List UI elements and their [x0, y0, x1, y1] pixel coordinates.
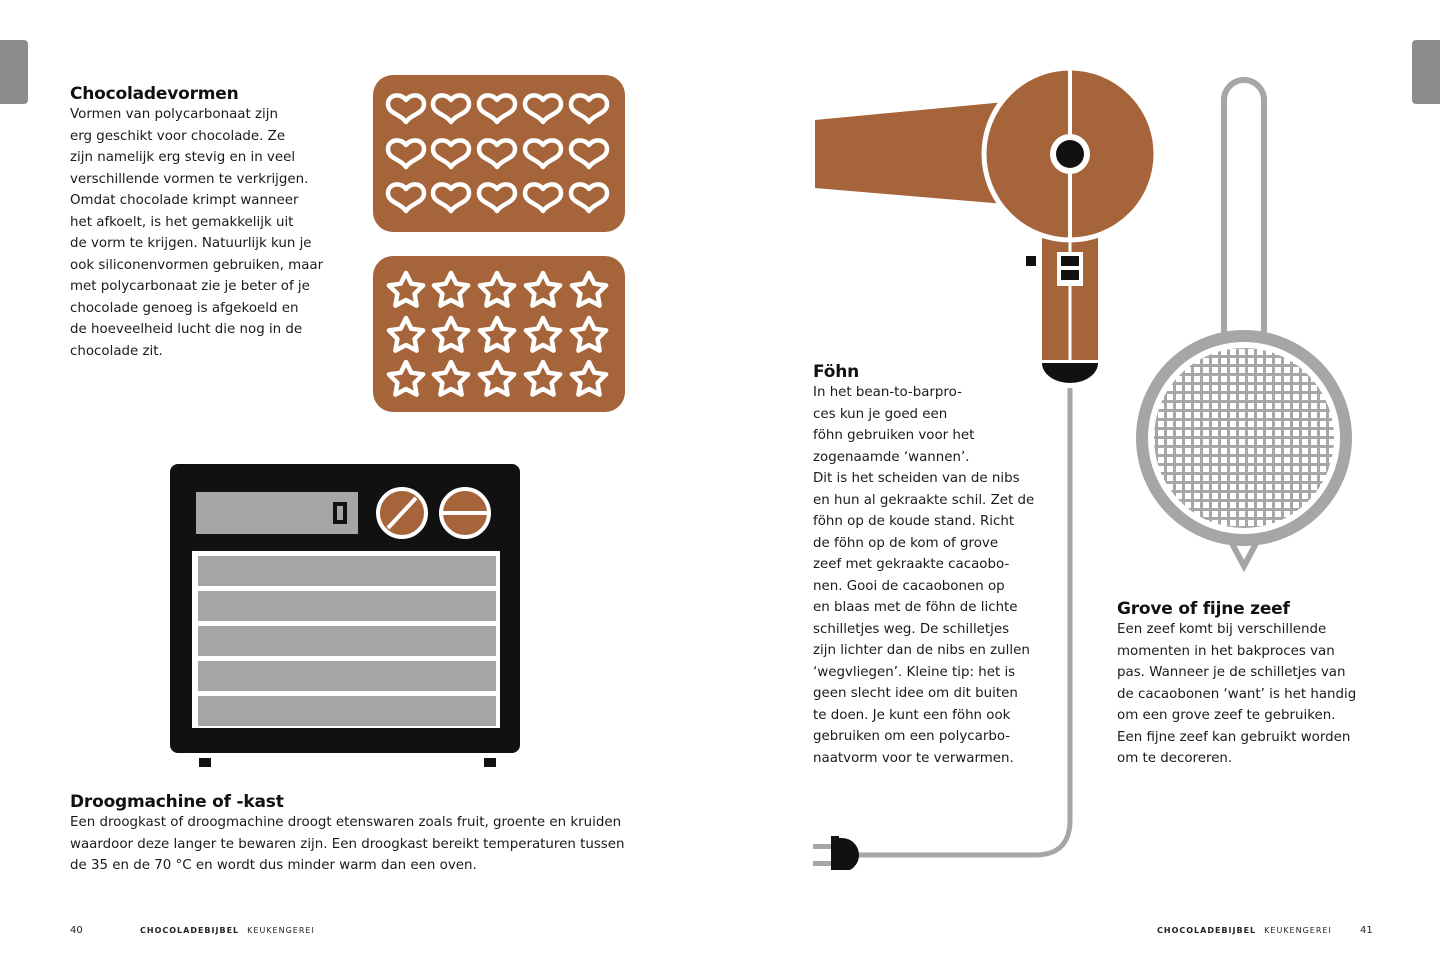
section-chocoladevormen [70, 84, 360, 362]
book-title: CHOCOLADEBIJBEL [140, 926, 240, 935]
running-footer-right [1157, 926, 1332, 935]
section-body: In het bean-to-barpro- ces kun je goed een föhn gebruiken voor het zogenaamde ‘wannen’. Dit is het scheiden van de nibs en hun al gekraakte schil. Zet de föhn op de koude stand. Richt de föhn op de kom of grove zeef met gekraakte cacaobo- nen. Gooi de cacaobonen op en blaas met de föhn de lichte schilletjes weg. De schilletjes zijn lichter dan de nibs en zullen ‘wegvliegen’. Kleine tip: het is geen slecht idee om dit buiten te doen. Je kunt een föhn ook gebruiken om een polycarbo- naatvorm voor te verwarmen. [813, 385, 1035, 766]
section-body: Een droogkast of droogmachine droogt etenswaren zoals fruit, groente en kruiden waardoor deze langer te bewaren zijn. Een droogkast bereikt temperaturen tussen de 35 en de 70 °C en wordt dus minder warm dan een oven. [70, 815, 625, 873]
heart-mold-shapes [373, 75, 625, 232]
page-number-right: 41 [1360, 925, 1373, 936]
star-mold-icon [373, 256, 625, 412]
section-zeef [1117, 599, 1377, 770]
sieve-icon [1128, 76, 1368, 576]
chapter-title: KEUKENGEREI [1264, 926, 1332, 935]
right-page-tab [1412, 40, 1440, 104]
section-title: Chocoladevormen [70, 84, 239, 104]
section-body: Een zeef komt bij verschillende momenten in het bakproces van pas. Wanneer je de schilletjes van de cacaobonen ‘want’ is het handig om een grove zeef te gebruiken. Een fijne zeef kan gebruikt worden om te decoreren. [1117, 622, 1357, 766]
page-number-left: 40 [70, 925, 83, 936]
dehydrator-icon [168, 462, 524, 770]
section-title: Grove of fijne zeef [1117, 599, 1290, 619]
chapter-title: KEUKENGEREI [247, 926, 315, 935]
section-fohn [813, 362, 1063, 769]
section-title: Droogmachine of -kast [70, 792, 284, 812]
section-body: Vormen van polycarbonaat zijn erg geschikt voor chocolade. Ze zijn namelijk erg stevig en in veel verschillende vormen te verkrijgen. Omdat chocolade krimpt wanneer het afkoelt, is het gemakkelijk uit de vorm te krijgen. Natuurlijk kun je ook siliconenvormen gebruiken, maar met polycarbonaat zie je beter of je chocolade genoeg is afgekoeld en de hoeveelheid lucht die nog in de chocolade zit. [70, 107, 324, 359]
heart-mold-icon [373, 75, 625, 232]
section-droogmachine [70, 792, 670, 877]
left-page-tab [0, 40, 28, 104]
running-footer-left [140, 926, 315, 935]
section-title: Föhn [813, 362, 860, 382]
book-title: CHOCOLADEBIJBEL [1157, 926, 1257, 935]
star-mold-shapes [373, 256, 625, 412]
